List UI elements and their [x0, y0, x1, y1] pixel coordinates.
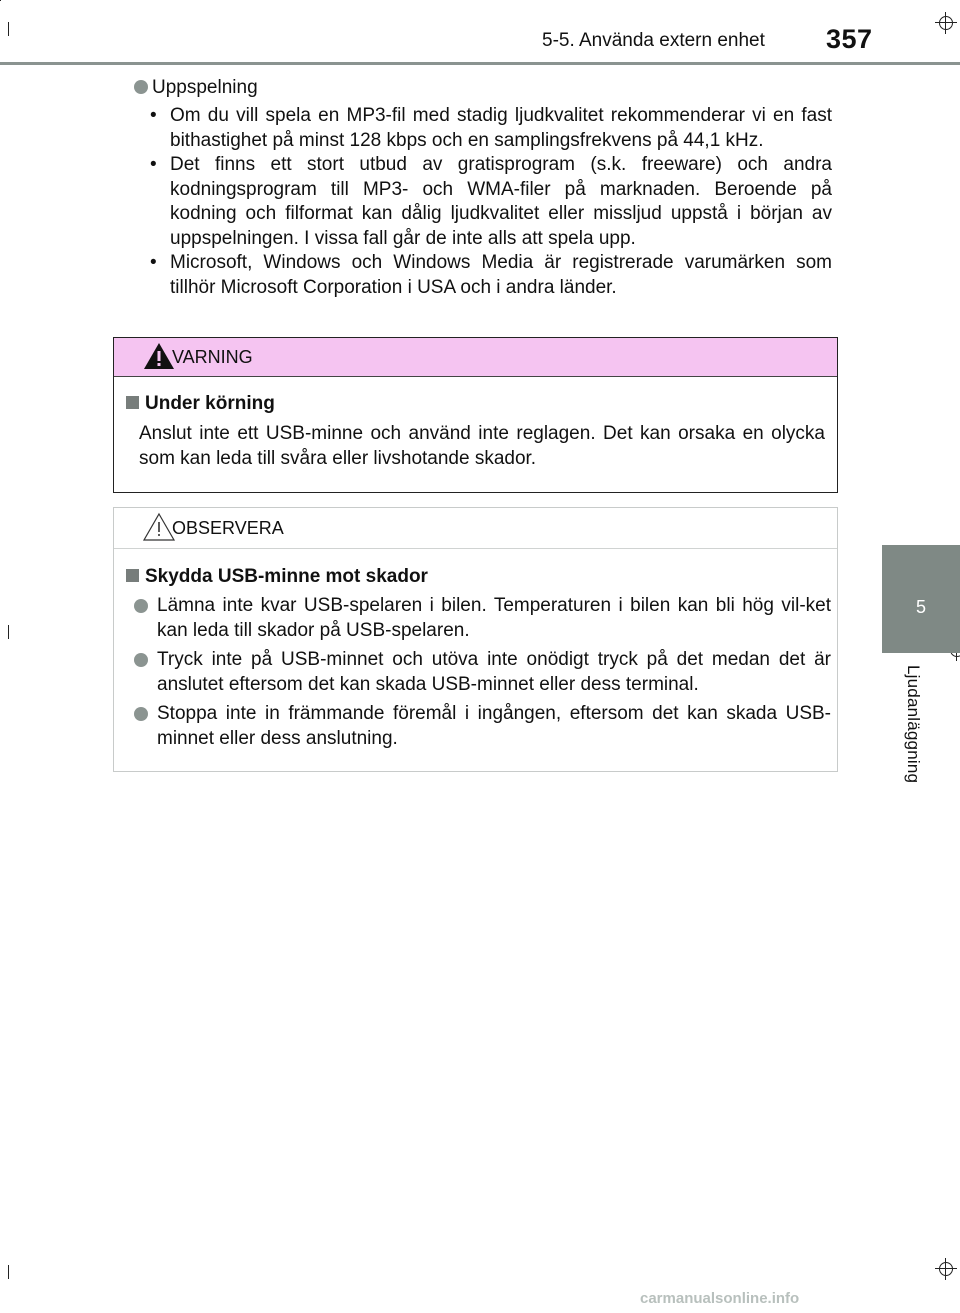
list-item	[134, 593, 831, 643]
crop-mark	[8, 22, 9, 36]
page-number: 357	[826, 24, 873, 54]
list-item	[146, 153, 832, 251]
chapter-tab	[882, 545, 960, 653]
circle-bullet-icon	[134, 599, 148, 613]
list-item	[134, 701, 831, 751]
notice-subheading	[126, 566, 428, 588]
square-bullet-icon	[126, 569, 139, 582]
section-title: 5-5. Använda extern enhet	[542, 30, 765, 51]
warning-triangle-icon	[142, 340, 176, 372]
bullet-mark: •	[150, 154, 157, 175]
caution-triangle-outline-icon	[142, 511, 176, 543]
circle-bullet-icon	[134, 80, 148, 94]
notice-list	[134, 593, 831, 755]
notice-header	[114, 508, 837, 549]
list-item-text: Tryck inte på USB-minnet och utöva inte onödigt tryck på det medan det är anslutet eftersom det kan skada USB-minnet eller dess terminal.	[157, 649, 831, 695]
header-divider	[0, 62, 960, 65]
playback-list	[146, 104, 832, 300]
bullet-mark: •	[150, 105, 157, 126]
list-item	[134, 647, 831, 697]
crop-mark	[8, 625, 9, 639]
list-item-text: Om du vill spela en MP3-fil med stadig ljudkvalitet rekommenderar vi en fast bithastighet på minst 128 kbps och en samplingsfrekvens på 44,1 kHz.	[170, 105, 832, 151]
warning-box	[113, 337, 838, 493]
crop-mark	[0, 0, 1, 1]
playback-heading-text: Uppspelning	[152, 77, 258, 98]
watermark: carmanualsonline.info	[640, 1290, 800, 1307]
notice-box	[113, 507, 838, 772]
list-item-text: Lämna inte kvar USB-spelaren i bilen. Temperaturen i bilen kan bli hög vil-ket kan leda till skador på USB-spelaren.	[157, 595, 831, 641]
list-item	[146, 104, 832, 153]
chapter-number: 5	[915, 597, 926, 617]
warning-label: VARNING	[172, 347, 253, 367]
list-item-text: Det finns ett stort utbud av gratisprogram (s.k. freeware) och andra kodningsprogram till MP3- och WMA-filer på marknaden. Beroende på kodning och filformat kan dålig ljudkvalitet eller missljud uppstå i början av uppspelningen. I vissa fall går de inte alls att spela upp.	[170, 154, 832, 249]
notice-subheading-text: Skydda USB-minne mot skador	[145, 566, 428, 587]
square-bullet-icon	[126, 396, 139, 409]
warning-text: Anslut inte ett USB-minne och använd inte reglagen. Det kan orsaka en olycka som kan leda till svåra eller livshotande skador.	[139, 423, 825, 469]
warning-subheading	[126, 393, 275, 415]
registration-mark-bottom-right	[935, 1258, 957, 1280]
playback-heading	[134, 77, 258, 99]
bullet-mark: •	[150, 252, 157, 273]
warning-header	[114, 338, 837, 377]
warning-subheading-text: Under körning	[145, 393, 275, 414]
list-item-text: Microsoft, Windows och Windows Media är registrerade varumärken som tillhör Microsoft Corporation i USA och i andra länder.	[170, 252, 832, 298]
circle-bullet-icon	[134, 707, 148, 721]
crop-mark	[8, 1265, 9, 1279]
list-item-text: Stoppa inte in främmande föremål i ingången, eftersom det kan skada USB-minnet eller dess anslutning.	[157, 703, 831, 749]
registration-mark-top-right	[935, 12, 957, 34]
list-item	[146, 251, 832, 300]
chapter-title: Ljudanläggning	[904, 665, 923, 784]
circle-bullet-icon	[134, 653, 148, 667]
notice-label: OBSERVERA	[172, 518, 284, 538]
